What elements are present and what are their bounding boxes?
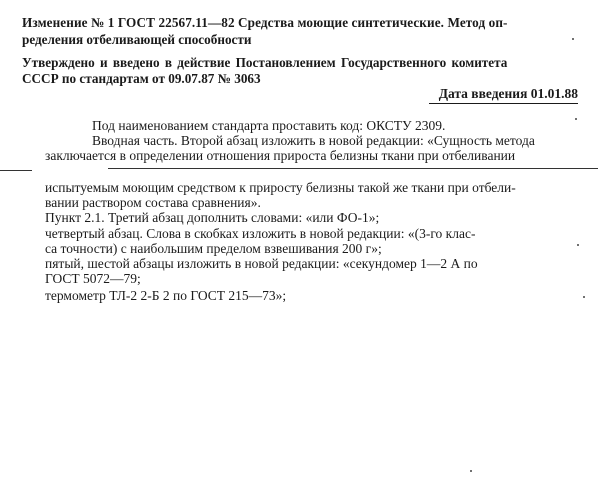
scan-dot (572, 38, 574, 40)
scan-artifact-line-right (108, 168, 598, 169)
body-line-2: Вводная часть. Второй абзац изложить в новой редакции: «Сущность метода (92, 133, 535, 148)
scan-dot (577, 244, 579, 246)
effective-date: Дата введения 01.01.88 (429, 86, 578, 104)
body-line-9: пятый, шестой абзацы изложить в новой редакции: «секундомер 1—2 А по (45, 256, 478, 271)
scan-dot (470, 470, 472, 472)
body-line-6: Пункт 2.1. Третий абзац дополнить словами: «или ФО-1»; (45, 210, 380, 225)
body-line-3: заключается в определении отношения прироста белизны ткани при отбеливании (45, 148, 516, 163)
scan-dot (575, 118, 577, 120)
body-line-4: испытуемым моющим средством к приросту белизны такой же ткани при отбели- (45, 180, 516, 195)
body-line-11: термометр ТЛ-2 2-Б 2 по ГОСТ 215—73»; (45, 288, 287, 303)
scan-artifact-line-left (0, 170, 32, 171)
scan-dot (583, 296, 585, 298)
body-line-7: четвертый абзац. Слова в скобках изложить в новой редакции: «(3-го клас- (45, 226, 476, 241)
body-line-1: Под наименованием стандарта проставить код: ОКСТУ 2309. (92, 118, 446, 133)
header-approval-line-2: СССР по стандартам от 09.07.87 № 3063 (22, 71, 261, 86)
body-line-5: вании раствором состава сравнения». (45, 195, 261, 210)
header-approval-line-1: Утверждено и введено в действие Постановлением Государственного комитета (22, 55, 508, 70)
header-title-line-2: ределения отбеливающей способности (22, 32, 252, 47)
header-title-line-1: Изменение № 1 ГОСТ 22567.11—82 Средства моющие синтетические. Метод оп- (22, 15, 508, 30)
body-line-10: ГОСТ 5072—79; (45, 271, 141, 286)
body-line-8: са точности) с наибольшим пределом взвешивания 200 г»; (45, 241, 382, 256)
